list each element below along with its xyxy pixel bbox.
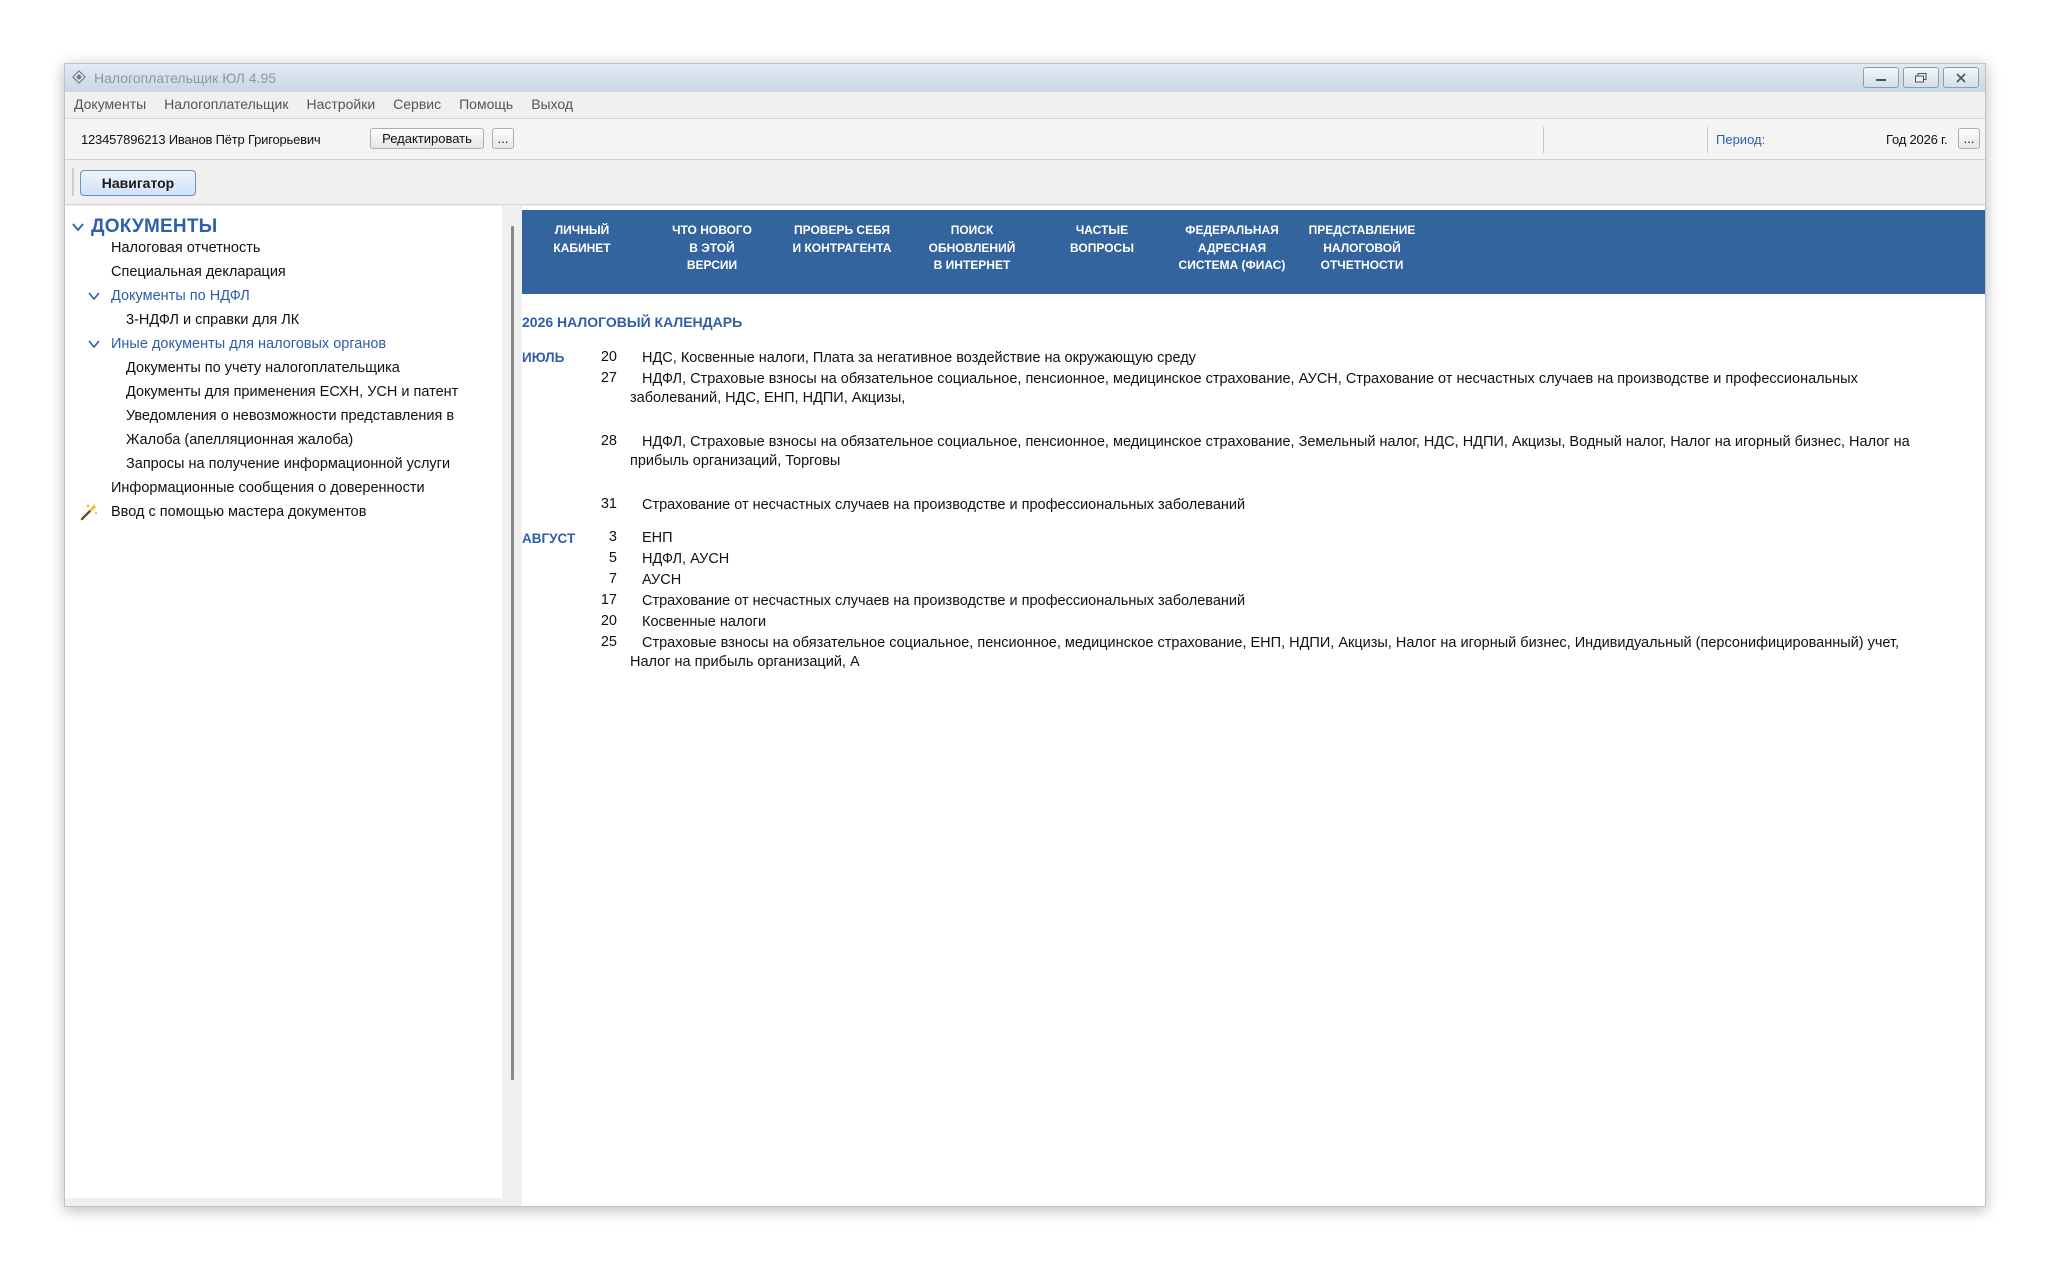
period-select-button[interactable]: ... [1958,128,1980,149]
calendar-day: 17 [600,592,617,608]
calendar-day: 20 [600,613,617,629]
calendar-day: 25 [600,634,617,650]
month-label: ИЮЛЬ [522,350,565,365]
calendar-title: 2026 НАЛОГОВЫЙ КАЛЕНДАРЬ [522,314,743,330]
diamond-app-icon [72,70,86,84]
chevron-down-icon[interactable] [87,289,101,303]
close-button[interactable] [1943,67,1979,88]
calendar-day: 5 [608,550,617,566]
divider [1543,127,1544,153]
tree-item-impossibility-notices[interactable]: Уведомления о невозможности представления в [126,408,455,424]
menu-service[interactable]: Сервис [393,96,442,112]
calendar-entry: Страхование от несчастных случаев на производстве и профессиональных заболеваний [642,497,1246,513]
calendar-entry: НДФЛ, Страховые взносы на обязательное социальное, пенсионное, медицинское страхование, АУСН, Страхование от несчастных случаев на производстве и профессиональных заболеваний, НДС, ЕНП, НДПИ, Акцизы, [630,371,1858,406]
calendar-entry: НДС, Косвенные налоги, Плата за негативное воздействие на окружающую среду [642,350,1196,366]
tree-item-label: Документы по НДФЛ [111,288,250,304]
month-label: АВГУСТ [522,531,576,546]
period-label: Период: [1716,132,1766,147]
link-fias[interactable]: ФЕДЕРАЛЬНАЯ АДРЕСНАЯ СИСТЕМА (ФИАС) [1178,223,1286,272]
menu-taxpayer[interactable]: Налогоплательщик [164,96,289,112]
menu-settings[interactable]: Настройки [306,96,376,112]
link-whats-new[interactable]: ЧТО НОВОГО В ЭТОЙ ВЕРСИИ [672,223,752,272]
link-personal-cabinet[interactable]: ЛИЧНЫЙ КАБИНЕТ [553,223,611,255]
title-bar [65,64,1985,93]
divider [1707,127,1708,153]
tree-item-tax-reporting[interactable]: Налоговая отчетность [111,240,261,256]
tree-root-documents[interactable] [71,216,217,238]
calendar-day: 28 [600,433,617,449]
app-window [64,63,1986,1207]
link-submit-reporting[interactable]: ПРЕДСТАВЛЕНИЕ НАЛОГОВОЙ ОТЧЕТНОСТИ [1308,223,1416,272]
tree-item-info-service-requests[interactable]: Запросы на получение информационной услуги [126,456,451,472]
taxpayer-bar [65,118,1985,160]
close-icon [1955,73,1967,83]
navigator-button[interactable]: Навигатор [80,170,196,196]
tree-root-label: ДОКУМЕНТЫ [91,216,218,237]
calendar-day: 31 [600,496,617,512]
main-content [522,206,1985,1206]
minimize-button[interactable] [1863,67,1899,88]
document-tree [65,206,502,1198]
tree-item-taxpayer-accounting[interactable]: Документы по учету налогоплательщика [126,360,400,376]
quick-links-banner [522,210,1985,294]
calendar-day: 27 [600,370,617,386]
calendar-entry: НДФЛ, Страховые взносы на обязательное социальное, пенсионное, медицинское страхование, Земельный налог, НДС, НДПИ, Акцизы, Водный налог, Налог на игорный бизнес, Налог на прибыль организаций, Торговы [630,434,1910,469]
restore-button[interactable] [1903,67,1939,88]
pane-splitter[interactable] [502,206,522,1198]
toolbar-grip [72,168,74,196]
window-title: Налогоплательщик ЮЛ 4.95 [94,70,277,86]
calendar-entry: Страховые взносы на обязательное социальное, пенсионное, медицинское страхование, ЕНП, НДПИ, Акцизы, Налог на игорный бизнес, Индивидуальный (персонифицированный) учет, Налог на прибыль организаций, А [630,635,1900,670]
link-search-updates[interactable]: ПОИСК ОБНОВЛЕНИЙ В ИНТЕРНЕТ [928,223,1016,272]
calendar-entry: НДФЛ, АУСН [642,551,730,567]
tree-item-eskhn-usn-patent[interactable]: Документы для применения ЕСХН, УСН и патент [126,384,459,400]
calendar-day: 20 [600,349,617,365]
edit-button[interactable]: Редактировать [370,128,484,149]
minimize-icon [1875,73,1887,83]
calendar-entry: Косвенные налоги [642,614,767,630]
calendar-entry: АУСН [642,572,682,588]
chevron-down-icon[interactable] [71,220,85,234]
splitter-handle[interactable] [511,226,514,1080]
menu-bar [65,92,1986,116]
link-check-counterparty[interactable]: ПРОВЕРЬ СЕБЯ И КОНТРАГЕНТА [792,223,892,255]
calendar-day: 7 [608,571,617,587]
calendar-entry: ЕНП [642,530,673,546]
calendar-entry: Страхование от несчастных случаев на производстве и профессиональных заболеваний [642,593,1246,609]
chevron-down-icon[interactable] [87,337,101,351]
calendar-day: 3 [608,529,617,545]
tree-item-ndfl-documents[interactable] [111,288,250,304]
tree-item-label: Ввод с помощью мастера документов [111,504,367,520]
taxpayer-more-button[interactable]: ... [492,128,514,149]
tree-item-document-wizard[interactable] [111,504,366,520]
navigator-bar [65,160,1985,205]
tree-item-3ndfl[interactable]: 3-НДФЛ и справки для ЛК [126,312,300,328]
period-value: Год 2026 г. [1886,132,1948,147]
magic-wand-icon [80,503,98,521]
menu-documents[interactable]: Документы [74,96,147,112]
link-faq[interactable]: ЧАСТЫЕ ВОПРОСЫ [1070,223,1134,255]
restore-icon [1915,73,1927,83]
tree-item-special-declaration[interactable]: Специальная декларация [111,264,286,280]
menu-exit[interactable]: Выход [531,96,574,112]
taxpayer-name: 123457896213 Иванов Пётр Григорьевич [81,132,321,147]
menu-help[interactable]: Помощь [459,96,514,112]
tree-item-power-of-attorney[interactable]: Информационные сообщения о доверенности [111,480,425,496]
tree-item-label: Иные документы для налоговых органов [111,336,387,352]
tree-item-other-documents[interactable] [111,336,386,352]
tree-item-complaint[interactable]: Жалоба (апелляционная жалоба) [126,432,354,448]
